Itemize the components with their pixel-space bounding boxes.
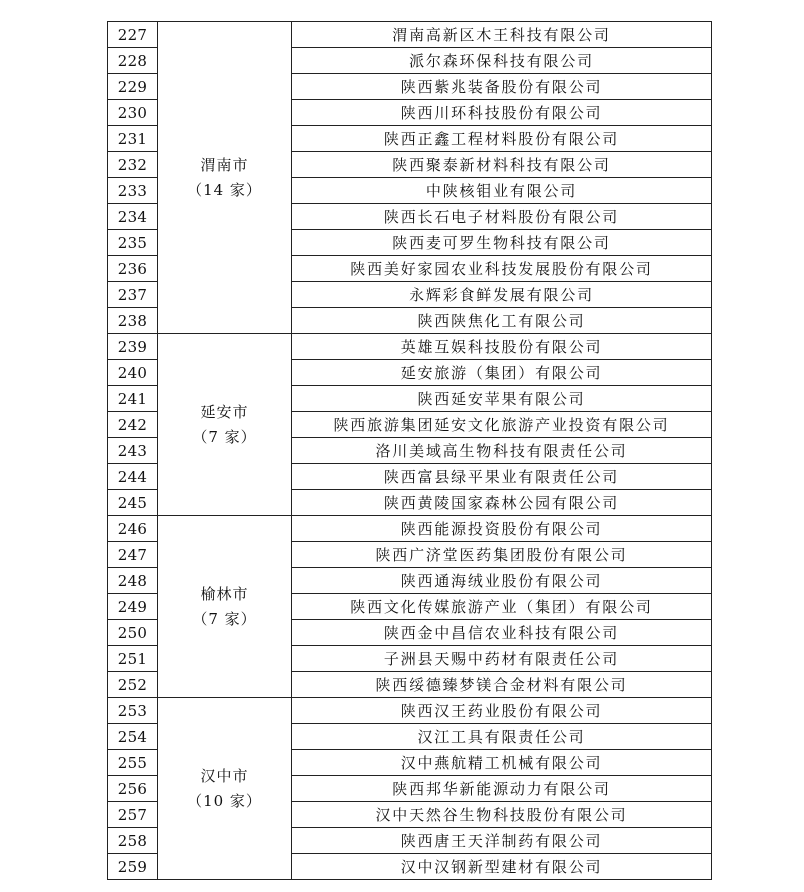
city-company-count: （7 家） — [192, 427, 257, 446]
row-number-cell: 248 — [108, 568, 158, 594]
row-number-cell: 246 — [108, 516, 158, 542]
company-name-cell: 陕西富县绿平果业有限责任公司 — [292, 464, 712, 490]
row-number-cell: 238 — [108, 308, 158, 334]
row-number-cell: 253 — [108, 698, 158, 724]
city-company-count: （10 家） — [187, 791, 262, 810]
city-name: 榆林市 — [200, 584, 249, 603]
city-name: 延安市 — [200, 402, 249, 421]
company-name-cell: 永辉彩食鲜发展有限公司 — [292, 282, 712, 308]
company-name-cell: 陕西黄陵国家森林公园有限公司 — [292, 490, 712, 516]
row-number-cell: 231 — [108, 126, 158, 152]
city-group-cell — [158, 516, 292, 698]
city-group-cell — [158, 698, 292, 880]
company-name-cell: 延安旅游（集团）有限公司 — [292, 360, 712, 386]
row-number-cell: 255 — [108, 750, 158, 776]
city-name: 汉中市 — [200, 766, 249, 785]
company-name-cell: 汉中天然谷生物科技股份有限公司 — [292, 802, 712, 828]
row-number-cell: 251 — [108, 646, 158, 672]
company-name-cell: 英雄互娱科技股份有限公司 — [292, 334, 712, 360]
company-name-cell: 陕西紫兆装备股份有限公司 — [292, 74, 712, 100]
row-number-cell: 228 — [108, 48, 158, 74]
row-number-cell: 229 — [108, 74, 158, 100]
company-name-cell: 陕西广济堂医药集团股份有限公司 — [292, 542, 712, 568]
row-number-cell: 232 — [108, 152, 158, 178]
row-number-cell: 240 — [108, 360, 158, 386]
company-name-cell: 陕西长石电子材料股份有限公司 — [292, 204, 712, 230]
city-company-count: （14 家） — [187, 180, 262, 199]
row-number-cell: 234 — [108, 204, 158, 230]
table-body — [108, 22, 712, 880]
company-name-cell: 陕西邦华新能源动力有限公司 — [292, 776, 712, 802]
row-number-cell: 239 — [108, 334, 158, 360]
row-number-cell: 257 — [108, 802, 158, 828]
row-number-cell: 250 — [108, 620, 158, 646]
table-row — [108, 22, 712, 48]
company-name-cell: 陕西通海绒业股份有限公司 — [292, 568, 712, 594]
row-number-cell: 258 — [108, 828, 158, 854]
row-number-cell: 256 — [108, 776, 158, 802]
table-row — [108, 334, 712, 360]
row-number-cell: 247 — [108, 542, 158, 568]
company-name-cell: 渭南高新区木王科技有限公司 — [292, 22, 712, 48]
city-group-cell — [158, 334, 292, 516]
row-number-cell: 245 — [108, 490, 158, 516]
company-name-cell: 中陕核钼业有限公司 — [292, 178, 712, 204]
company-name-cell: 陕西麦可罗生物科技有限公司 — [292, 230, 712, 256]
city-group-cell — [158, 22, 292, 334]
company-name-cell: 陕西美好家园农业科技发展股份有限公司 — [292, 256, 712, 282]
company-name-cell: 陕西绥德臻梦镁合金材料有限公司 — [292, 672, 712, 698]
row-number-cell: 236 — [108, 256, 158, 282]
row-number-cell: 249 — [108, 594, 158, 620]
city-name: 渭南市 — [200, 155, 249, 174]
company-name-cell: 陕西川环科技股份有限公司 — [292, 100, 712, 126]
row-number-cell: 233 — [108, 178, 158, 204]
company-name-cell: 陕西能源投资股份有限公司 — [292, 516, 712, 542]
enterprise-list-table — [107, 21, 712, 880]
company-name-cell: 陕西旅游集团延安文化旅游产业投资有限公司 — [292, 412, 712, 438]
company-name-cell: 子洲县天赐中药材有限责任公司 — [292, 646, 712, 672]
company-name-cell: 派尔森环保科技有限公司 — [292, 48, 712, 74]
company-name-cell: 汉中燕航精工机械有限公司 — [292, 750, 712, 776]
company-name-cell: 陕西正鑫工程材料股份有限公司 — [292, 126, 712, 152]
row-number-cell: 252 — [108, 672, 158, 698]
company-name-cell: 洛川美域高生物科技有限责任公司 — [292, 438, 712, 464]
table-row — [108, 516, 712, 542]
row-number-cell: 244 — [108, 464, 158, 490]
company-name-cell: 汉江工具有限责任公司 — [292, 724, 712, 750]
row-number-cell: 227 — [108, 22, 158, 48]
table-row — [108, 698, 712, 724]
company-name-cell: 陕西唐王天洋制药有限公司 — [292, 828, 712, 854]
row-number-cell: 259 — [108, 854, 158, 880]
row-number-cell: 237 — [108, 282, 158, 308]
row-number-cell: 254 — [108, 724, 158, 750]
company-name-cell: 陕西聚泰新材料科技有限公司 — [292, 152, 712, 178]
company-name-cell: 陕西金中昌信农业科技有限公司 — [292, 620, 712, 646]
row-number-cell: 242 — [108, 412, 158, 438]
row-number-cell: 241 — [108, 386, 158, 412]
row-number-cell: 243 — [108, 438, 158, 464]
row-number-cell: 235 — [108, 230, 158, 256]
company-name-cell: 陕西汉王药业股份有限公司 — [292, 698, 712, 724]
company-name-cell: 陕西文化传媒旅游产业（集团）有限公司 — [292, 594, 712, 620]
company-name-cell: 陕西延安苹果有限公司 — [292, 386, 712, 412]
row-number-cell: 230 — [108, 100, 158, 126]
company-name-cell: 陕西陕焦化工有限公司 — [292, 308, 712, 334]
company-name-cell: 汉中汉钢新型建材有限公司 — [292, 854, 712, 880]
city-company-count: （7 家） — [192, 609, 257, 628]
